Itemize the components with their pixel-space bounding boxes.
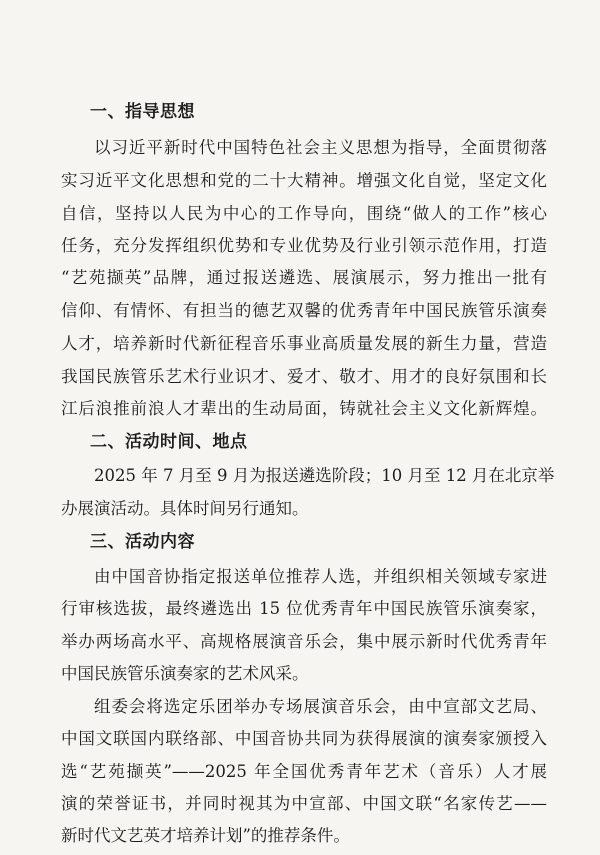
paragraph-line: 实习近平文化思想和党的二十大精神。增强文化自觉，坚定文化 [61,171,547,190]
paragraph-line: 中国民族管乐演奏家的艺术风采。 [61,664,309,683]
paragraph-line: 举办两场高水平、高规格展演音乐会，集中展示新时代优秀青年 [61,632,547,651]
section-heading-activity-content: 三、活动内容 [90,532,195,552]
paragraph-line: 2025 年 7 月至 9 月为报送遴选阶段；10 月至 12 月在北京举 [94,466,555,485]
paragraph-line: 信仰、有情怀、有担当的德艺双馨的优秀青年中国民族管乐演奏 [61,301,547,320]
paragraph-line: 人才，培养新时代新征程音乐事业高质量发展的新生力量，营造 [61,334,547,353]
paragraph-line: 任务，充分发挥组织优势和专业优势及行业引领示范作用，打造 [61,236,547,255]
paragraph-line: 选“艺苑撷英”——2025 年全国优秀青年艺术（音乐）人才展 [61,762,547,781]
paragraph-line: 江后浪推前浪人才辈出的生动局面，铸就社会主义文化新辉煌。 [61,399,547,418]
paragraph-line: 我国民族管乐艺术行业识才、爱才、敬才、用才的良好氛围和长 [61,367,547,386]
paragraph-line: 组委会将选定乐团举办专场展演音乐会，由中宣部文艺局、 [94,697,547,716]
paragraph-line: 以习近平新时代中国特色社会主义思想为指导，全面贯彻落 [94,138,547,157]
paragraph-line: 演的荣誉证书，并同时视其为中宣部、中国文联“名家传艺—— [61,794,547,813]
section-heading-time-and-place: 二、活动时间、地点 [90,432,248,452]
section-heading-guiding-ideology: 一、指导思想 [90,102,195,122]
paragraph-line: 中国文联国内联络部、中国音协共同为获得展演的演奏家颁授入 [61,729,547,748]
paragraph-line: 行审核选拔，最终遴选出 15 位优秀青年中国民族管乐演奏家， [61,599,547,618]
paragraph-line: 自信，坚持以人民为中心的工作导向，围绕“做人的工作”核心 [61,204,547,223]
paragraph-line: 新时代文艺英才培养计划”的推荐条件。 [61,826,350,845]
paragraph-line: 由中国音协指定报送单位推荐人选，并组织相关领域专家进 [94,567,547,586]
paragraph-line: 办展演活动。具体时间另行通知。 [61,499,309,518]
paragraph-line: “艺苑撷英”品牌，通过报送遴选、展演展示，努力推出一批有 [61,268,547,287]
